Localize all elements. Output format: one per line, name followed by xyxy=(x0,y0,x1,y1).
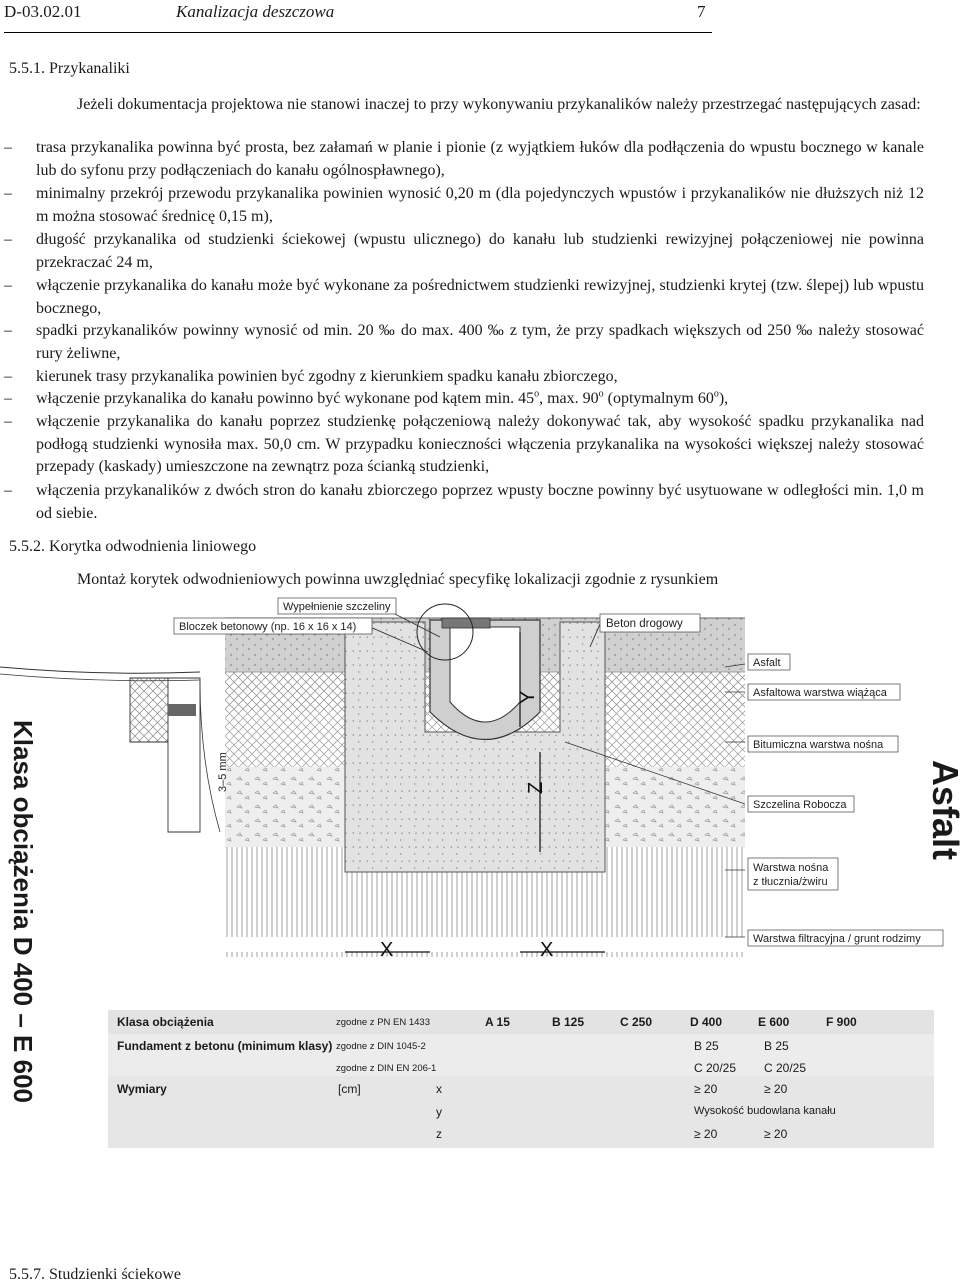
var-y: y xyxy=(436,1105,442,1119)
grating xyxy=(442,618,490,628)
bullet-item: – włączenia przykanalików z dwóch stron do kanału zbiorczego poprzez wpusty boczne powinny być usytuowane w odległości min. 1,0 m od siebie. xyxy=(4,482,924,522)
cell-d400-c2025: C 20/25 xyxy=(694,1061,737,1075)
norm-din-en-206: zgodne z DIN EN 206-1 xyxy=(336,1063,437,1074)
class-d400: D 400 xyxy=(690,1015,723,1029)
class-b125: B 125 xyxy=(552,1015,585,1029)
doc-title: Kanalizacja deszczowa xyxy=(176,2,335,21)
var-x: x xyxy=(436,1082,442,1096)
bullet-item: – włączenie przykanalika do kanału może być wykonane za pośrednictwem studzienki rewizyjnej, studzienki krytej (tzw. ślepej) lub wpustu bocznego, xyxy=(4,277,924,317)
cell-y-value: Wysokość budowlana kanału xyxy=(694,1105,836,1117)
row-label-klasa: Klasa obciążenia xyxy=(117,1015,214,1029)
page-number: 7 xyxy=(697,2,706,21)
section-551-intro: Jeżeli dokumentacja projektowa nie stanowi inaczej to przy wykonywaniu przykanalików należy przestrzegać następujących zasad: xyxy=(77,96,921,113)
class-a15: A 15 xyxy=(485,1015,510,1029)
section-heading-551: 5.5.1. Przykanaliki xyxy=(9,60,130,77)
label-bitumiczna: Bitumiczna warstwa nośna xyxy=(753,739,884,751)
label-beton-drogowy: Beton drogowy xyxy=(606,618,683,630)
doc-code: D-03.02.01 xyxy=(4,2,82,21)
bullet-item: – długość przykanalika od studzienki ściekowej (wpustu ulicznego) do kanału lub studzienki rewizyjnej połączeniowej nie powinna przekraczać 24 m, xyxy=(4,231,924,271)
header-rule xyxy=(4,32,712,33)
label-warstwa-nosna: Warstwa nośna xyxy=(753,862,829,874)
section-heading-557: 5.5.7. Studzienki ściekowe xyxy=(9,1266,181,1283)
var-z: z xyxy=(436,1127,442,1141)
section-552-intro: Montaż korytek odwodnieniowych powinna uwzględniać specyfikę lokalizacji zgodnie z rysunkiem xyxy=(77,571,719,588)
cell-d400-b25: B 25 xyxy=(694,1039,719,1053)
dim-x-left: X xyxy=(380,939,394,961)
bullet-item: – włączenie przykanalika do kanału powinno być wykonane pod kątem min. 45$^o$, max. 90$^o$ (optymalnym 60$^o$), xyxy=(4,388,729,407)
norm-pn-en: zgodne z PN EN 1433 xyxy=(336,1017,431,1028)
dim-mm: 3–5 mm xyxy=(217,752,229,792)
cell-e600-z: ≥ 20 xyxy=(764,1127,788,1141)
row-label-fundament: Fundament z betonu (minimum klasy) xyxy=(117,1039,333,1053)
dim-y: Y xyxy=(517,690,539,704)
unit-cm: [cm] xyxy=(338,1082,361,1096)
spec-table xyxy=(108,1010,934,1148)
side-label-asfalt: Asfalt xyxy=(925,760,966,861)
cell-e600-x: ≥ 20 xyxy=(764,1082,788,1096)
cell-d400-z: ≥ 20 xyxy=(694,1127,718,1141)
bullet-item: – spadki przykanalików powinny wynosić od min. 20 ‰ do max. 400 ‰ z tym, że przy spadkach większych od 250 ‰ należy stosować rury żeliwne, xyxy=(4,322,924,362)
cell-e600-b25: B 25 xyxy=(764,1039,789,1053)
bullet-item: – kierunek trasy przykanalika powinien być zgodny z kierunkiem spadku kanału zbiorczego, xyxy=(4,368,618,385)
section-heading-552: 5.5.2. Korytka odwodnienia liniowego xyxy=(9,538,257,555)
cell-d400-x: ≥ 20 xyxy=(694,1082,718,1096)
norm-din-1045: zgodne z DIN 1045-2 xyxy=(336,1041,426,1052)
bullet-item: – minimalny przekrój przewodu przykanalika powinien wynosić 0,20 m (dla pojedynczych wpustów i przykanalików nie dłuższych niż 12 m można stosować średnicę 0,15 m), xyxy=(4,185,924,225)
cross-section-drawing xyxy=(0,592,960,1062)
label-asfaltowa-warstwa: Asfaltowa warstwa wiążąca xyxy=(753,687,887,699)
class-f900: F 900 xyxy=(826,1015,857,1029)
label-szczelina: Szczelina Robocza xyxy=(753,799,847,811)
label-warstwa-filtracyjna: Warstwa filtracyjna / grunt rodzimy xyxy=(753,933,921,945)
class-c250: C 250 xyxy=(620,1015,653,1029)
dim-z: Z xyxy=(525,781,547,794)
row-label-wymiary: Wymiary xyxy=(117,1082,167,1096)
cell-e600-c2025: C 20/25 xyxy=(764,1061,807,1075)
label-warstwa-nosna-2: z tłucznia/żwiru xyxy=(753,876,828,888)
label-wypelnienie: Wypełnienie szczeliny xyxy=(283,601,391,613)
bullet-item: – włączenie przykanalika do kanału poprzez studzienkę połączeniową należy dokonywać tak, aby wysokość spadku przykanalika nad podłogą studzienki wynosiła max. 50,0 cm. W przypadku konieczności włączenia przykanalika na wysokości większej należy stosować przepady (kaskady) umieszczone na zewnątrz poza ścianką studzienki, xyxy=(4,413,924,475)
label-bloczek: Bloczek betonowy (np. 16 x 16 x 14) xyxy=(179,621,357,633)
bullet-item: – trasa przykanalika powinna być prosta, bez załamań w planie i pionie (z wyjątkiem łuków dla podłączenia do wpustu bocznego w kanale lub do syfonu przy podłączeniach do kanału ogólnospławnego), xyxy=(4,139,924,179)
dim-x-right: X xyxy=(540,939,554,961)
label-asfalt: Asfalt xyxy=(753,657,781,669)
side-label-load-class: Klasa obciążenia D 400 – E 600 xyxy=(8,720,38,1103)
class-e600: E 600 xyxy=(758,1015,790,1029)
